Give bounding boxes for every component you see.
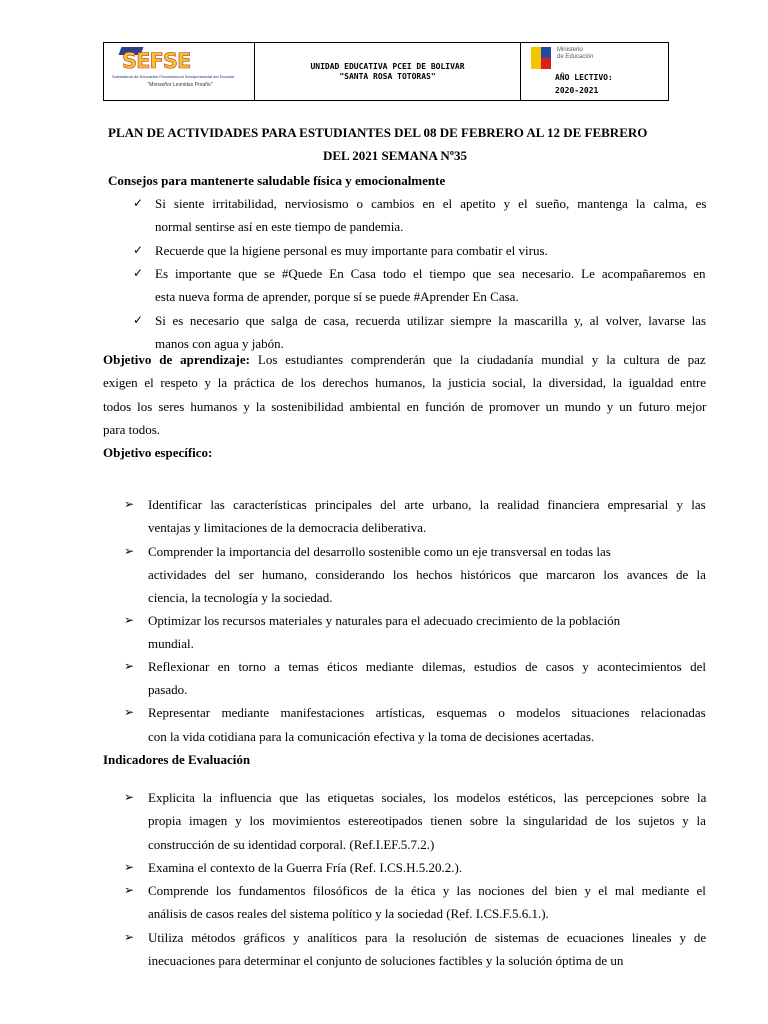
indicator-1-line-2: propia imagen y los movimientos estereotipados tienen sobre la singularidad de los sujetos y la xyxy=(148,813,706,828)
objective-paragraph xyxy=(103,352,706,367)
advice-item-4-line-2: manos con agua y jabón. xyxy=(155,336,284,351)
logo-text: SEFSE xyxy=(122,49,191,73)
arrow-icon: ➢ xyxy=(124,659,135,673)
check-icon: ✓ xyxy=(133,266,144,280)
advice-item-1-line-2: normal sentirse así en este tiempo de pandemia. xyxy=(155,219,404,234)
logo-line-2: "Monseñor Leonidas Proaño" xyxy=(147,82,213,88)
specific-item-2-line-2: actividades del ser humano, considerando los hechos históricos que marcaron los avances de la xyxy=(148,567,706,582)
indicator-1-line-1: Explicita la influencia que las etiquetas sociales, los modelos estéticos, las percepciones sobre la xyxy=(148,790,707,805)
arrow-icon: ➢ xyxy=(124,497,135,511)
year-label: AÑO LECTIVO: xyxy=(555,73,613,82)
objective-line-4: para todos. xyxy=(103,422,161,437)
specific-heading: Objetivo específico: xyxy=(103,445,213,460)
indicator-4-line-1: Utiliza métodos gráficos y analíticos para la resolución de sistemas de ecuaciones lineales y de xyxy=(148,930,707,945)
indicators-heading: Indicadores de Evaluación xyxy=(103,752,251,767)
arrow-icon: ➢ xyxy=(124,705,135,719)
specific-item-1-line-1: Identificar las características principales del arte urbano, la realidad financiera empresarial y las xyxy=(148,497,706,512)
specific-item-3-line-1: Optimizar los recursos materiales y naturales para el adecuado crecimiento de la población xyxy=(148,613,621,628)
specific-item-3-line-2: mundial. xyxy=(148,636,194,651)
arrow-icon: ➢ xyxy=(124,790,135,804)
ministry-cell xyxy=(521,43,668,100)
indicator-4-line-2: inecuaciones para determinar el conjunto de soluciones factibles y la solución óptima de un xyxy=(148,953,624,968)
check-icon: ✓ xyxy=(133,196,144,210)
plan-title-line-1: PLAN DE ACTIVIDADES PARA ESTUDIANTES DEL 08 DE FEBRERO AL 12 DE FEBRERO xyxy=(108,125,648,140)
indicator-1-line-3: construcción de su identidad corporal. (Ref.I.EF.5.7.2.) xyxy=(148,837,435,852)
specific-item-5-line-1: Representar mediante manifestaciones artísticas, esquemas o modelos situaciones relacionadas xyxy=(148,705,706,720)
specific-item-4-line-1: Reflexionar en torno a temas éticos mediante dilemas, estudios de casos y acontecimientos del xyxy=(148,659,706,674)
plan-title-line-2: DEL 2021 SEMANA Nº35 xyxy=(323,148,468,163)
objective-line-1: Los estudiantes comprenderán que la ciudadanía mundial y la cultura de paz xyxy=(249,352,706,367)
advice-item-3-line-2: esta nueva forma de aprender, porque sí se puede #Aprender En Casa. xyxy=(155,289,519,304)
header-table xyxy=(103,42,669,101)
school-line-2: "SANTA ROSA TOTORAS" xyxy=(339,71,436,81)
sefse-logo xyxy=(104,43,255,100)
advice-item-2-line-1: Recuerde que la higiene personal es muy importante para combatir el virus. xyxy=(155,243,548,258)
arrow-icon: ➢ xyxy=(124,544,135,558)
ministry-flag-icon xyxy=(531,47,553,69)
school-name xyxy=(255,43,521,100)
arrow-icon: ➢ xyxy=(124,930,135,944)
objective-line-2: exigen el respeto y la práctica de los derechos humanos, la justicia social, la diversidad, la igualdad entre xyxy=(103,375,707,390)
school-line-1: UNIDAD EDUCATIVA PCEI DE BOLIVAR xyxy=(310,61,465,71)
objective-label: Objetivo de aprendizaje: xyxy=(103,352,250,367)
specific-item-2-line-1: Comprender la importancia del desarrollo sostenible como un eje transversal en todas las xyxy=(148,544,611,559)
specific-item-5-line-2: con la vida cotidiana para la comunicación efectiva y la toma de decisiones acertadas. xyxy=(148,729,595,744)
arrow-icon: ➢ xyxy=(124,883,135,897)
specific-item-1-line-2: ventajas y limitaciones de la democracia deliberativa. xyxy=(148,520,427,535)
indicator-2-line-1: Examina el contexto de la Guerra Fría (Ref. I.CS.H.5.20.2.). xyxy=(148,860,463,875)
advice-item-1-line-1: Si siente irritabilidad, nerviosismo o cambios en el apetito y el sueño, mantenga la calma, es xyxy=(155,196,707,211)
advice-item-3-line-1: Es importante que se #Quede En Casa todo el tiempo que sea necesario. Le acompañaremos en xyxy=(155,266,706,281)
specific-item-4-line-2: pasado. xyxy=(148,682,188,697)
check-icon: ✓ xyxy=(133,243,144,257)
logo-line-1: Subsistema de Educación Fiscomisional Semipresencial del Ecuador xyxy=(112,74,235,79)
indicator-3-line-2: análisis de casos reales del sistema político y la sociedad (Ref. I.CS.F.5.6.1.). xyxy=(148,906,549,921)
specific-item-2-line-3: ciencia, la tecnología y la sociedad. xyxy=(148,590,333,605)
indicator-3-line-1: Comprende los fundamentos filosóficos de la ética y las nociones del bien y el mal mediante el xyxy=(148,883,706,898)
advice-item-4-line-1: Si es necesario que salga de casa, recuerda utilizar siempre la mascarilla y, al volver, lavarse las xyxy=(155,313,707,328)
arrow-icon: ➢ xyxy=(124,860,135,874)
year-value: 2020-2021 xyxy=(555,86,599,95)
objective-line-3: todos los seres humanos y la sostenibilidad ambiental en función de promover un mundo y un futuro mejor xyxy=(103,399,707,414)
advice-heading: Consejos para mantenerte saludable física y emocionalmente xyxy=(108,173,446,188)
ministry-label: Ministerio de Educación xyxy=(557,47,594,60)
arrow-icon: ➢ xyxy=(124,613,135,627)
check-icon: ✓ xyxy=(133,313,144,327)
